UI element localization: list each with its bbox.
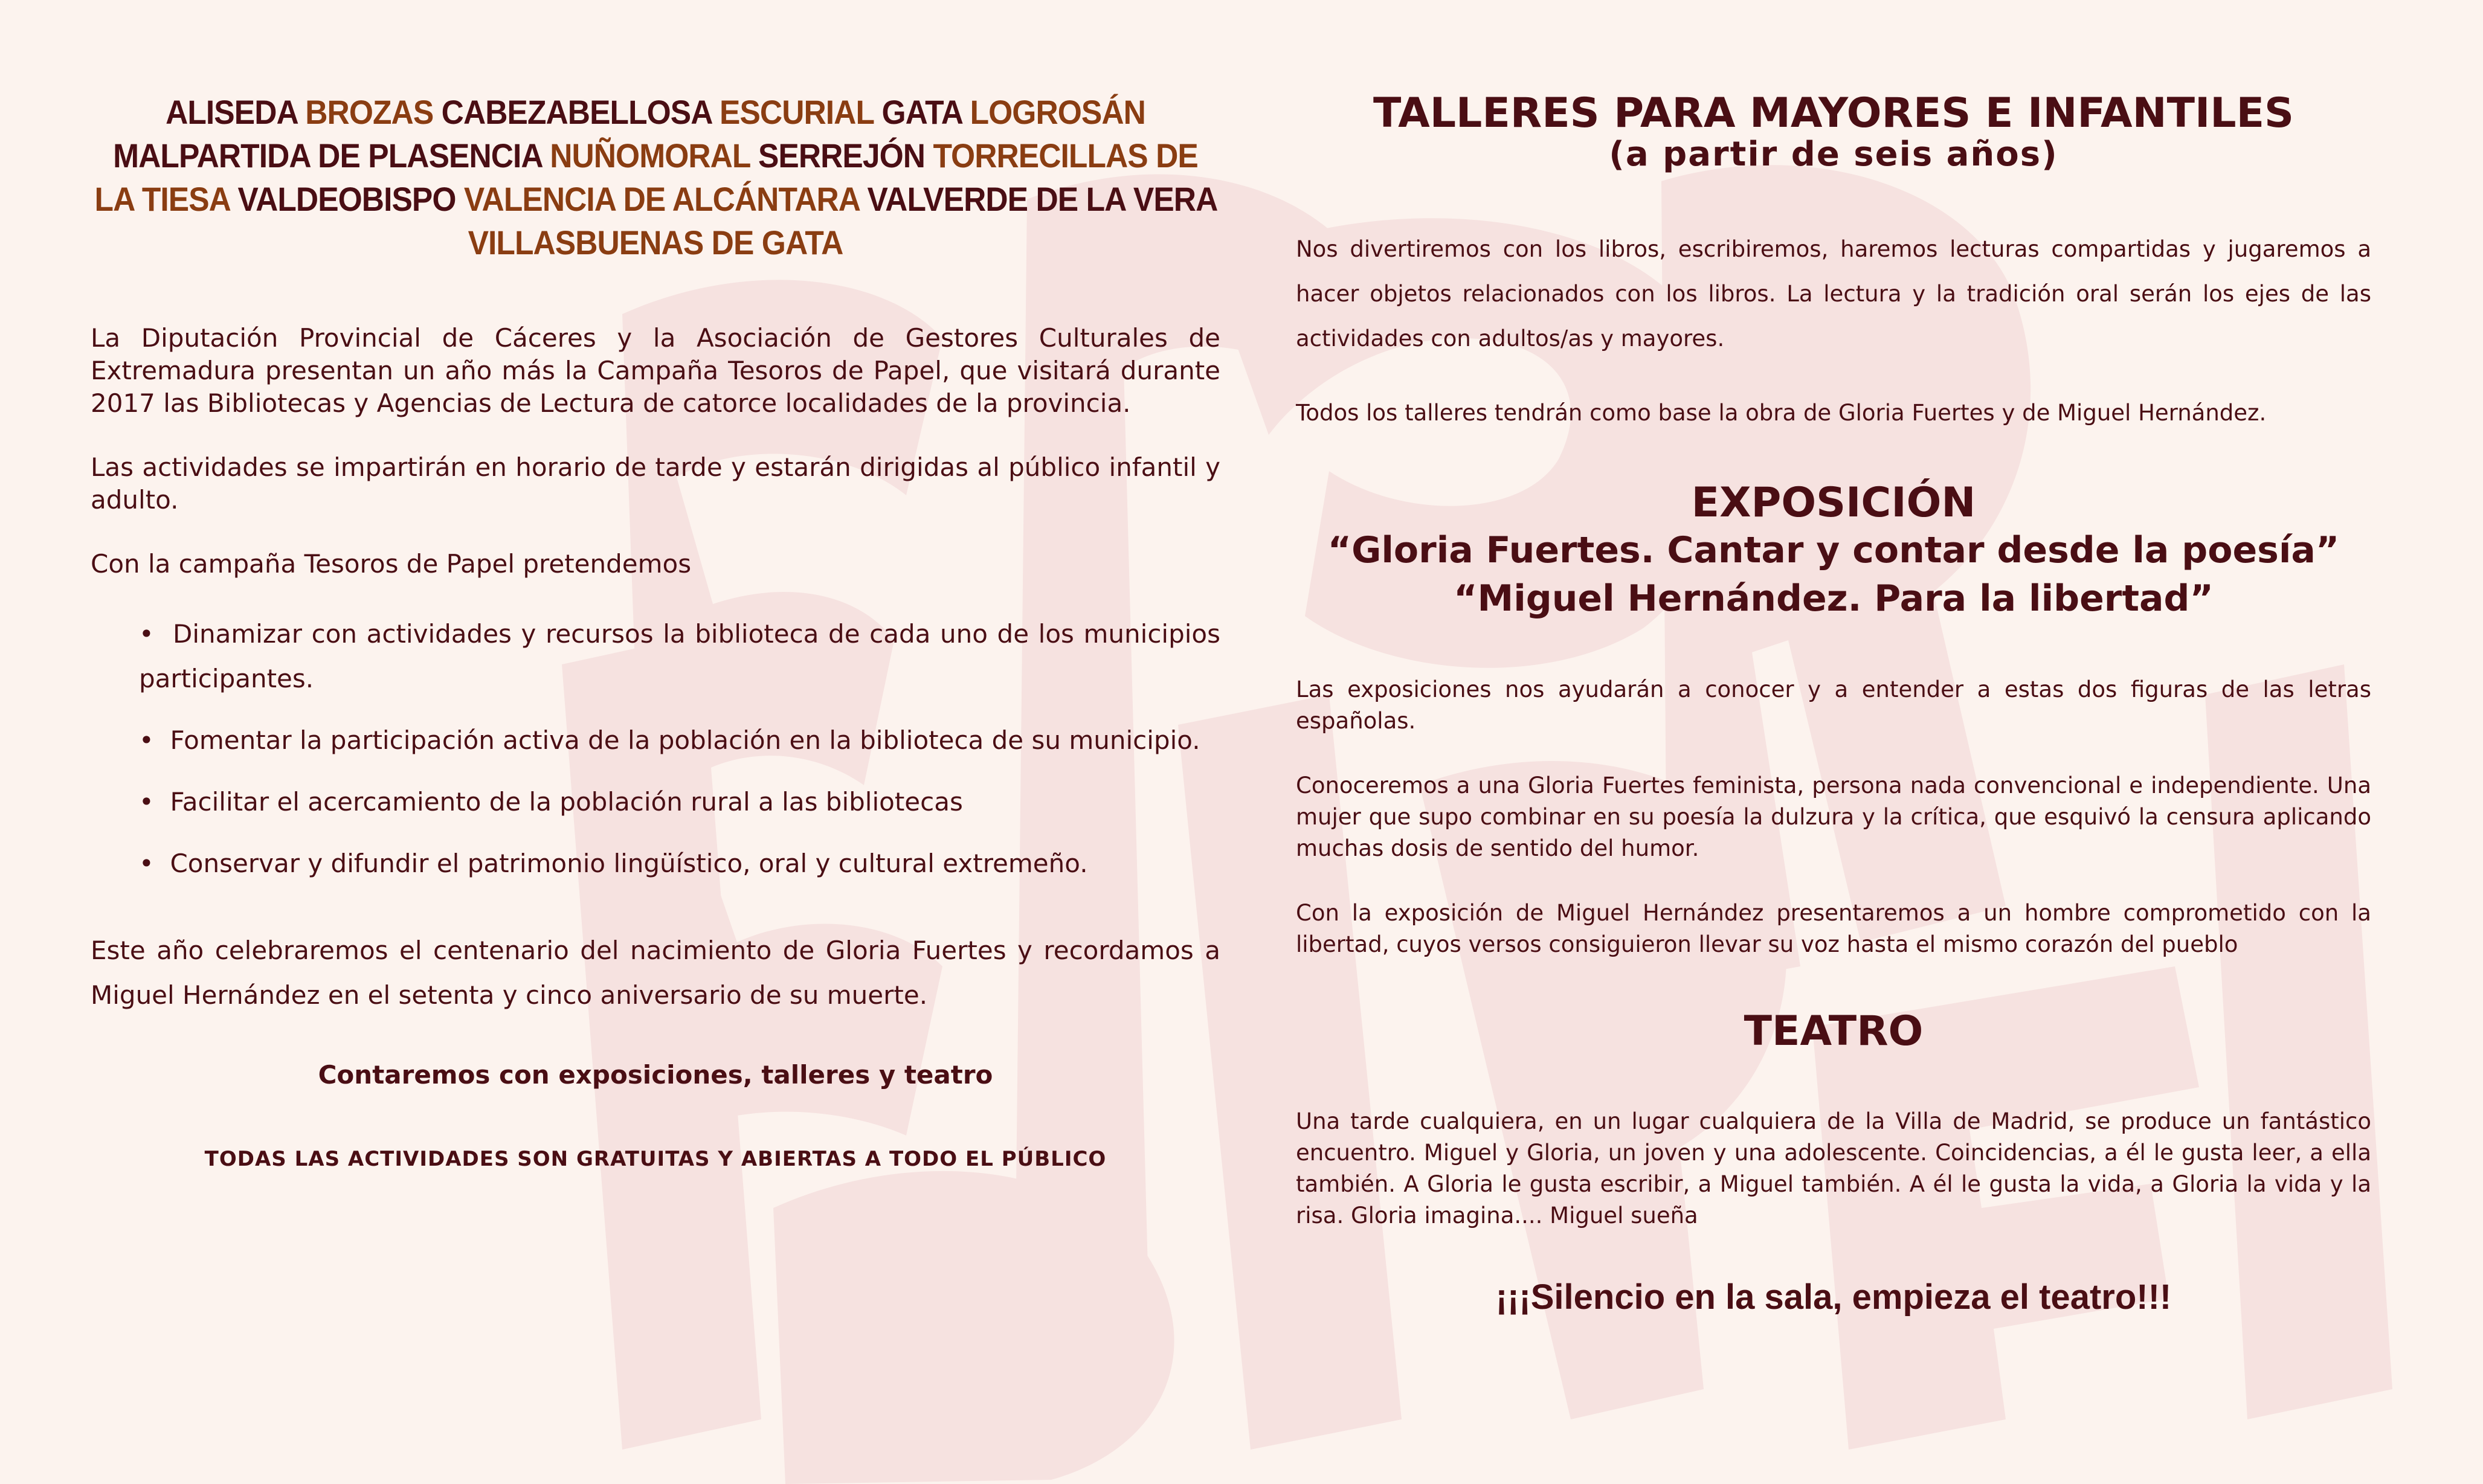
closing-line: ¡¡¡Silencio en la sala, empieza el teatro!!! xyxy=(1495,1277,2172,1317)
goal-text: Conservar y difundir el patrimonio lingüístico, oral y cultural extremeño. xyxy=(170,849,1088,878)
campaign-intro: Con la campaña Tesoros de Papel pretendemos xyxy=(91,549,692,579)
town-name: LOGROSÁN xyxy=(970,93,1145,131)
town-name: BROZAS xyxy=(305,93,434,131)
goal-text: Dinamizar con actividades y recursos la biblioteca de cada uno de los municipios participantes. xyxy=(139,619,1221,693)
list-item: • Facilitar el acercamiento de la población rural a las bibliotecas xyxy=(139,787,963,817)
town-name: SERREJÓN xyxy=(758,137,926,175)
goals-list xyxy=(91,612,1220,886)
teatro-paragraph: Una tarde cualquiera, en un lugar cualquiera de la Villa de Madrid, se produce un fantástico encuentro. Miguel y Gloria, un joven y una adolescente. Coincidencias, a él le gusta leer, a ella también. A Gloria le gusta escribir, a Miguel también. A él le gusta la vida, a Gloria la vida y la risa. Gloria imagina.... Miguel sueña xyxy=(1296,1108,2371,1229)
celebrate-paragraph: Este año celebraremos el centenario del nacimiento de Gloria Fuertes y recordamos a Miguel Hernández en el setenta y cinco aniversario de su muerte. xyxy=(91,936,1220,1010)
goal-text: Facilitar el acercamiento de la población rural a las bibliotecas xyxy=(170,787,963,817)
town-name: NUÑOMORAL xyxy=(550,137,750,175)
list-item: • Fomentar la participación activa de la población en la biblioteca de su municipio. xyxy=(139,725,1200,755)
activities-paragraph: Las actividades se impartirán en horario de tarde y estarán dirigidas al público infantil y adulto. xyxy=(91,452,1220,515)
exposicion-paragraph-2: Conoceremos a una Gloria Fuertes feminista, persona nada convencional e independiente. Una mujer que supo combinar en su poesía la dulzura y la crítica, que esquivó la censura aplicando muchas dosis de sentido del humor. xyxy=(1296,773,2371,861)
goal-text: Fomentar la participación activa de la población en la biblioteca de su municipio. xyxy=(170,725,1200,755)
talleres-title: TALLERES PARA MAYORES E INFANTILES xyxy=(1373,89,2295,137)
town-name: VALVERDE DE LA VERA xyxy=(867,180,1217,218)
town-name: TORRECILLAS DE LA TIESA xyxy=(94,137,1198,218)
activities-summary: Contaremos con exposiciones, talleres y teatro xyxy=(318,1060,993,1090)
exposicion-quote-miguel: “Miguel Hernández. Para la libertad” xyxy=(1454,577,2214,620)
talleres-paragraph: Nos divertiremos con los libros, escribiremos, haremos lecturas compartidas y jugaremos a hacer objetos relacionados con los libros. La lectura y la tradición oral serán los ejes de las actividades con adultos/as y mayores. xyxy=(1296,236,2371,352)
town-name: ALISEDA xyxy=(166,93,297,131)
exposicion-paragraph-3: Con la exposición de Miguel Hernández presentaremos a un hombre comprometido con la libertad, cuyos versos consiguieron llevar su voz hasta el mismo corazón del pueblo xyxy=(1296,900,2371,957)
right-column xyxy=(1296,91,2371,1317)
left-column xyxy=(91,91,1220,1171)
town-name: VILLASBUENAS DE GATA xyxy=(468,223,843,262)
list-item: • Dinamizar con actividades y recursos la biblioteca de cada uno de los municipios participantes. xyxy=(139,619,1221,693)
town-name: VALENCIA DE ALCÁNTARA xyxy=(463,180,860,218)
towns-list xyxy=(94,91,1217,265)
town-name: ESCURIAL xyxy=(720,93,874,131)
intro-paragraph: La Diputación Provincial de Cáceres y la Asociación de Gestores Culturales de Extremadura presentan un año más la Campaña Tesoros de Papel, que visitará durante 2017 las Bibliotecas y Agencias de Lectura de catorce localidades de la provincia. xyxy=(91,323,1220,418)
teatro-title: TEATRO xyxy=(1744,1007,1924,1055)
exposicion-title: EXPOSICIÓN xyxy=(1691,479,1976,527)
exposicion-quote-gloria: “Gloria Fuertes. Cantar y contar desde la poesía” xyxy=(1327,529,2340,571)
exposicion-paragraph-1: Las exposiciones nos ayudarán a conocer y a entender a estas dos figuras de las letras españolas. xyxy=(1296,676,2371,734)
talleres-subtitle: (a partir de seis años) xyxy=(1609,135,2058,174)
free-activities-note: TODAS LAS ACTIVIDADES SON GRATUITAS Y ABIERTAS A TODO EL PÚBLICO xyxy=(204,1147,1107,1171)
list-item: • Conservar y difundir el patrimonio lingüístico, oral y cultural extremeño. xyxy=(139,849,1088,878)
talleres-base-paragraph: Todos los talleres tendrán como base la obra de Gloria Fuertes y de Miguel Hernández. xyxy=(1296,400,2267,426)
town-name: GATA xyxy=(881,93,962,131)
town-name: VALDEOBISPO xyxy=(237,180,456,218)
town-name: CABEZABELLOSA xyxy=(441,93,712,131)
town-name: MALPARTIDA DE PLASENCIA xyxy=(113,137,542,175)
